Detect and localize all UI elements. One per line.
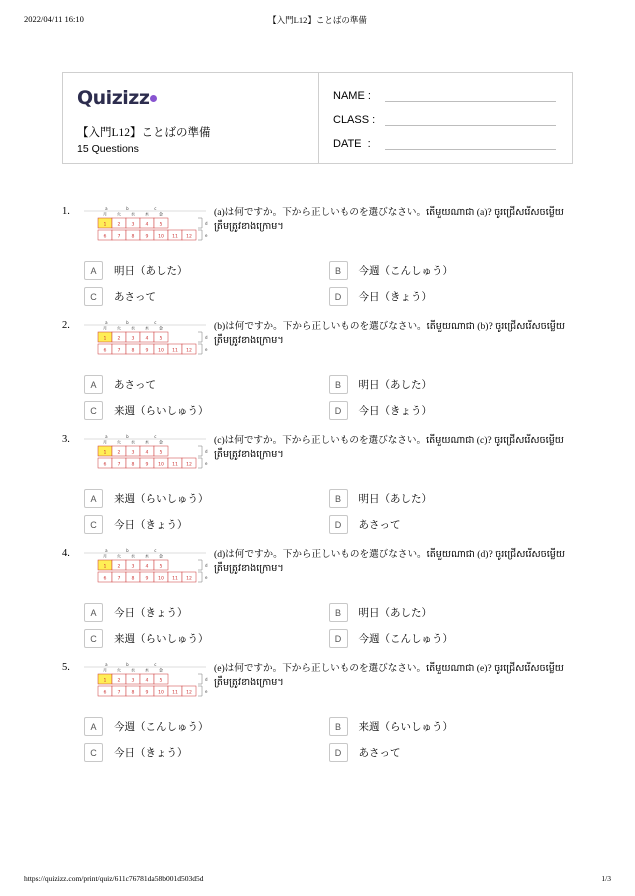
question-text: (b)は何ですか。下から正しいものを選びなさい。តើមួយណាជា (b)? ចូរជ្រើសរើសចម្លើយត្រឹមត្រូវខាងក្រោម។ — [214, 321, 565, 346]
svg-text:7: 7 — [117, 690, 121, 696]
answer-text: 今日（きょう） — [114, 608, 188, 619]
svg-text:4: 4 — [145, 678, 149, 684]
svg-text:水: 水 — [130, 439, 136, 445]
svg-text:c: c — [154, 434, 157, 439]
answer-option[interactable] — [329, 287, 574, 306]
answer-text: あさって — [358, 748, 401, 759]
print-page-number: 1/3 — [601, 874, 611, 883]
field-name-label: NAME : — [333, 90, 371, 102]
svg-text:水: 水 — [130, 553, 136, 559]
svg-text:4: 4 — [145, 450, 149, 456]
svg-text:7: 7 — [117, 576, 121, 582]
svg-text:水: 水 — [130, 325, 136, 331]
svg-text:1: 1 — [103, 222, 107, 228]
answer-option[interactable] — [329, 261, 574, 280]
print-title: 【入門L12】ことばの準備 — [268, 15, 367, 25]
svg-text:1: 1 — [103, 678, 107, 684]
answer-option[interactable] — [84, 717, 329, 736]
svg-text:b: b — [126, 206, 129, 211]
answer-text: 今週（こんしゅう） — [358, 634, 453, 645]
answer-option[interactable] — [329, 401, 574, 420]
answer-key: A — [84, 375, 103, 394]
svg-text:月: 月 — [102, 211, 108, 217]
question-item — [62, 319, 573, 427]
svg-text:月: 月 — [102, 667, 108, 673]
svg-text:a: a — [105, 662, 108, 667]
answer-key: B — [329, 717, 348, 736]
field-name — [333, 89, 556, 102]
svg-text:4: 4 — [145, 564, 149, 570]
svg-text:a: a — [105, 548, 108, 553]
question-figure — [84, 205, 212, 253]
question-item — [62, 205, 573, 313]
svg-text:6: 6 — [103, 576, 107, 582]
svg-text:月: 月 — [102, 553, 108, 559]
answer-text: 今日（きょう） — [114, 520, 188, 531]
print-date: 2022/04/11 16:10 — [24, 14, 84, 24]
answer-key: D — [329, 401, 348, 420]
answer-key: D — [329, 515, 348, 534]
logo-dot-icon — [150, 95, 157, 102]
quiz-question-count: 15 Questions — [77, 142, 139, 155]
svg-text:火: 火 — [116, 325, 122, 331]
svg-text:2: 2 — [117, 450, 121, 456]
svg-text:d: d — [205, 221, 208, 226]
question-number: 2. — [62, 320, 70, 331]
svg-text:c: c — [154, 662, 157, 667]
field-class — [333, 113, 556, 126]
svg-text:10: 10 — [158, 690, 164, 696]
answer-options — [84, 717, 573, 769]
answer-text: 今日（きょう） — [114, 748, 188, 759]
answer-key: B — [329, 375, 348, 394]
svg-text:3: 3 — [131, 450, 135, 456]
answer-option[interactable] — [84, 603, 329, 622]
svg-text:e: e — [205, 575, 208, 580]
svg-text:金: 金 — [158, 667, 164, 673]
question-text: (d)は何ですか。下から正しいものを選びなさい。តើមួយណាជា (d)? ចូរជ្រើសរើសចម្លើយត្រឹមត្រូវខាងក្រោម។ — [214, 549, 565, 574]
svg-text:d: d — [205, 677, 208, 682]
svg-text:8: 8 — [131, 690, 135, 696]
answer-key: C — [84, 743, 103, 762]
answer-option[interactable] — [84, 287, 329, 306]
calendar-diagram — [84, 206, 206, 253]
svg-text:e: e — [205, 233, 208, 238]
svg-text:10: 10 — [158, 348, 164, 354]
svg-text:木: 木 — [144, 325, 150, 331]
answer-text: 来週（らいしゅう） — [114, 406, 209, 417]
answer-key: C — [84, 629, 103, 648]
answer-text: 明日（あした） — [358, 494, 432, 505]
svg-text:2: 2 — [117, 678, 121, 684]
svg-text:月: 月 — [102, 439, 108, 445]
calendar-diagram — [84, 434, 206, 481]
svg-text:c: c — [154, 206, 157, 211]
answer-option[interactable] — [84, 401, 329, 420]
svg-text:8: 8 — [131, 576, 135, 582]
calendar-diagram — [84, 320, 206, 367]
question-figure — [84, 661, 212, 709]
answer-option[interactable] — [84, 375, 329, 394]
svg-text:a: a — [105, 320, 108, 325]
quiz-info — [63, 73, 318, 163]
logo-text: Quizizz — [77, 87, 150, 109]
print-url: https://quizizz.com/print/quiz/611c76781da58b001d503d5d — [24, 874, 204, 883]
svg-text:2: 2 — [117, 222, 121, 228]
question-text: (a)は何ですか。下から正しいものを選びなさい。តើមួយណាជា (a)? ចូរជ្រើសរើសចម្លើយត្រឹមត្រូវខាងក្រោម។ — [214, 207, 564, 232]
svg-text:7: 7 — [117, 462, 121, 468]
svg-text:火: 火 — [116, 553, 122, 559]
question-text: (e)は何ですか。下から正しいものを選びなさい。តើមួយណាជា (e)? ចូរជ្រើសរើសចម្លើយត្រឹមត្រូវខាងក្រោម។ — [214, 663, 564, 688]
svg-text:5: 5 — [159, 222, 163, 228]
svg-text:6: 6 — [103, 348, 107, 354]
svg-text:a: a — [105, 206, 108, 211]
svg-text:5: 5 — [159, 450, 163, 456]
question-figure — [84, 319, 212, 367]
field-class-label: CLASS : — [333, 114, 376, 126]
svg-text:e: e — [205, 347, 208, 352]
question-item — [62, 547, 573, 655]
question-number: 3. — [62, 434, 70, 445]
answer-key: A — [84, 261, 103, 280]
field-name-input[interactable] — [385, 89, 556, 102]
svg-text:e: e — [205, 689, 208, 694]
answer-option[interactable] — [84, 515, 329, 534]
svg-text:9: 9 — [145, 462, 149, 468]
print-footer — [0, 874, 635, 886]
question-header — [62, 205, 573, 253]
student-fields — [318, 73, 572, 163]
svg-text:1: 1 — [103, 564, 107, 570]
svg-text:10: 10 — [158, 462, 164, 468]
field-class-input[interactable] — [385, 113, 556, 126]
answer-text: 今日（きょう） — [358, 406, 432, 417]
answer-option[interactable] — [84, 629, 329, 648]
answer-text: 今週（こんしゅう） — [114, 722, 209, 733]
answer-option[interactable] — [329, 489, 574, 508]
svg-text:b: b — [126, 434, 129, 439]
svg-text:7: 7 — [117, 234, 121, 240]
answer-options — [84, 489, 573, 541]
answer-key: A — [84, 489, 103, 508]
question-header — [62, 433, 573, 481]
svg-text:木: 木 — [144, 553, 150, 559]
answer-key: D — [329, 743, 348, 762]
svg-text:a: a — [105, 434, 108, 439]
svg-text:3: 3 — [131, 336, 135, 342]
svg-text:6: 6 — [103, 234, 107, 240]
calendar-diagram — [84, 662, 206, 709]
answer-option[interactable] — [84, 261, 329, 280]
question-item — [62, 433, 573, 541]
svg-text:7: 7 — [117, 348, 121, 354]
answer-key: B — [329, 261, 348, 280]
svg-text:10: 10 — [158, 576, 164, 582]
svg-text:3: 3 — [131, 678, 135, 684]
question-text: (c)は何ですか。下から正しいものを選びなさい。តើមួយណាជា (c)? ចូរជ្រើសរើសចម្លើយត្រឹមត្រូវខាងក្រោម។ — [214, 435, 564, 460]
field-date — [333, 137, 556, 150]
svg-text:d: d — [205, 563, 208, 568]
svg-text:金: 金 — [158, 439, 164, 445]
print-header — [0, 14, 635, 28]
question-header — [62, 319, 573, 367]
svg-text:8: 8 — [131, 348, 135, 354]
answer-text: 明日（あした） — [358, 380, 432, 391]
svg-text:1: 1 — [103, 336, 107, 342]
answer-text: 来週（らいしゅう） — [358, 722, 453, 733]
svg-text:12: 12 — [186, 462, 192, 468]
svg-text:9: 9 — [145, 576, 149, 582]
answer-option[interactable] — [329, 603, 574, 622]
field-date-input[interactable] — [385, 137, 556, 150]
svg-text:金: 金 — [158, 553, 164, 559]
svg-text:8: 8 — [131, 462, 135, 468]
answer-text: 明日（あした） — [358, 608, 432, 619]
answer-key: B — [329, 603, 348, 622]
question-number: 5. — [62, 662, 70, 673]
quizizz-logo — [77, 87, 157, 109]
svg-text:木: 木 — [144, 211, 150, 217]
answer-key: B — [329, 489, 348, 508]
svg-text:火: 火 — [116, 439, 122, 445]
svg-text:11: 11 — [172, 462, 178, 468]
answer-text: あさって — [114, 292, 156, 303]
answer-option[interactable] — [329, 375, 574, 394]
svg-text:b: b — [126, 662, 129, 667]
svg-text:c: c — [154, 548, 157, 553]
questions-list — [62, 205, 573, 775]
question-figure — [84, 547, 212, 595]
svg-text:水: 水 — [130, 667, 136, 673]
answer-options — [84, 261, 573, 313]
calendar-diagram — [84, 548, 206, 595]
svg-text:月: 月 — [102, 325, 108, 331]
question-number: 1. — [62, 206, 70, 217]
answer-option[interactable] — [84, 489, 329, 508]
answer-text: あさって — [358, 520, 401, 531]
svg-text:1: 1 — [103, 450, 107, 456]
svg-text:金: 金 — [158, 325, 164, 331]
svg-text:8: 8 — [131, 234, 135, 240]
question-figure — [84, 433, 212, 481]
quiz-title: 【入門L12】ことばの準備 — [77, 127, 211, 139]
answer-text: 今日（きょう） — [358, 292, 432, 303]
answer-option[interactable] — [329, 629, 574, 648]
svg-text:火: 火 — [116, 667, 122, 673]
svg-text:9: 9 — [145, 234, 149, 240]
svg-text:6: 6 — [103, 462, 107, 468]
answer-text: 今週（こんしゅう） — [358, 266, 453, 277]
answer-options — [84, 603, 573, 655]
answer-options — [84, 375, 573, 427]
question-header — [62, 661, 573, 709]
field-date-label: DATE : — [333, 138, 371, 150]
svg-text:木: 木 — [144, 439, 150, 445]
question-header — [62, 547, 573, 595]
svg-text:金: 金 — [158, 211, 164, 217]
svg-text:12: 12 — [186, 690, 192, 696]
svg-text:c: c — [154, 320, 157, 325]
answer-option[interactable] — [329, 717, 574, 736]
answer-key: C — [84, 401, 103, 420]
question-number: 4. — [62, 548, 70, 559]
answer-option[interactable] — [84, 743, 329, 762]
answer-key: A — [84, 717, 103, 736]
svg-text:火: 火 — [116, 211, 122, 217]
svg-text:d: d — [205, 449, 208, 454]
answer-key: C — [84, 287, 103, 306]
svg-text:5: 5 — [159, 678, 163, 684]
svg-text:5: 5 — [159, 564, 163, 570]
svg-text:2: 2 — [117, 564, 121, 570]
answer-key: D — [329, 629, 348, 648]
svg-text:9: 9 — [145, 690, 149, 696]
svg-text:2: 2 — [117, 336, 121, 342]
svg-text:e: e — [205, 461, 208, 466]
answer-text: 来週（らいしゅう） — [114, 494, 209, 505]
answer-key: A — [84, 603, 103, 622]
svg-text:10: 10 — [158, 234, 164, 240]
svg-text:12: 12 — [186, 576, 192, 582]
svg-text:12: 12 — [186, 348, 192, 354]
svg-text:木: 木 — [144, 667, 150, 673]
svg-text:5: 5 — [159, 336, 163, 342]
answer-option[interactable] — [329, 743, 574, 762]
svg-text:11: 11 — [172, 576, 178, 582]
svg-text:b: b — [126, 320, 129, 325]
svg-text:9: 9 — [145, 348, 149, 354]
answer-key: D — [329, 287, 348, 306]
answer-text: 明日（あした） — [114, 266, 188, 277]
svg-text:4: 4 — [145, 222, 149, 228]
answer-text: あさって — [114, 380, 156, 391]
svg-text:12: 12 — [186, 234, 192, 240]
answer-option[interactable] — [329, 515, 574, 534]
quiz-title-card — [62, 72, 573, 164]
answer-key: C — [84, 515, 103, 534]
svg-text:水: 水 — [130, 211, 136, 217]
svg-text:11: 11 — [172, 690, 178, 696]
svg-text:b: b — [126, 548, 129, 553]
svg-text:11: 11 — [172, 234, 178, 240]
svg-text:11: 11 — [172, 348, 178, 354]
svg-text:3: 3 — [131, 222, 135, 228]
svg-text:4: 4 — [145, 336, 149, 342]
question-item — [62, 661, 573, 769]
svg-text:d: d — [205, 335, 208, 340]
answer-text: 来週（らいしゅう） — [114, 634, 209, 645]
svg-text:6: 6 — [103, 690, 107, 696]
svg-text:3: 3 — [131, 564, 135, 570]
